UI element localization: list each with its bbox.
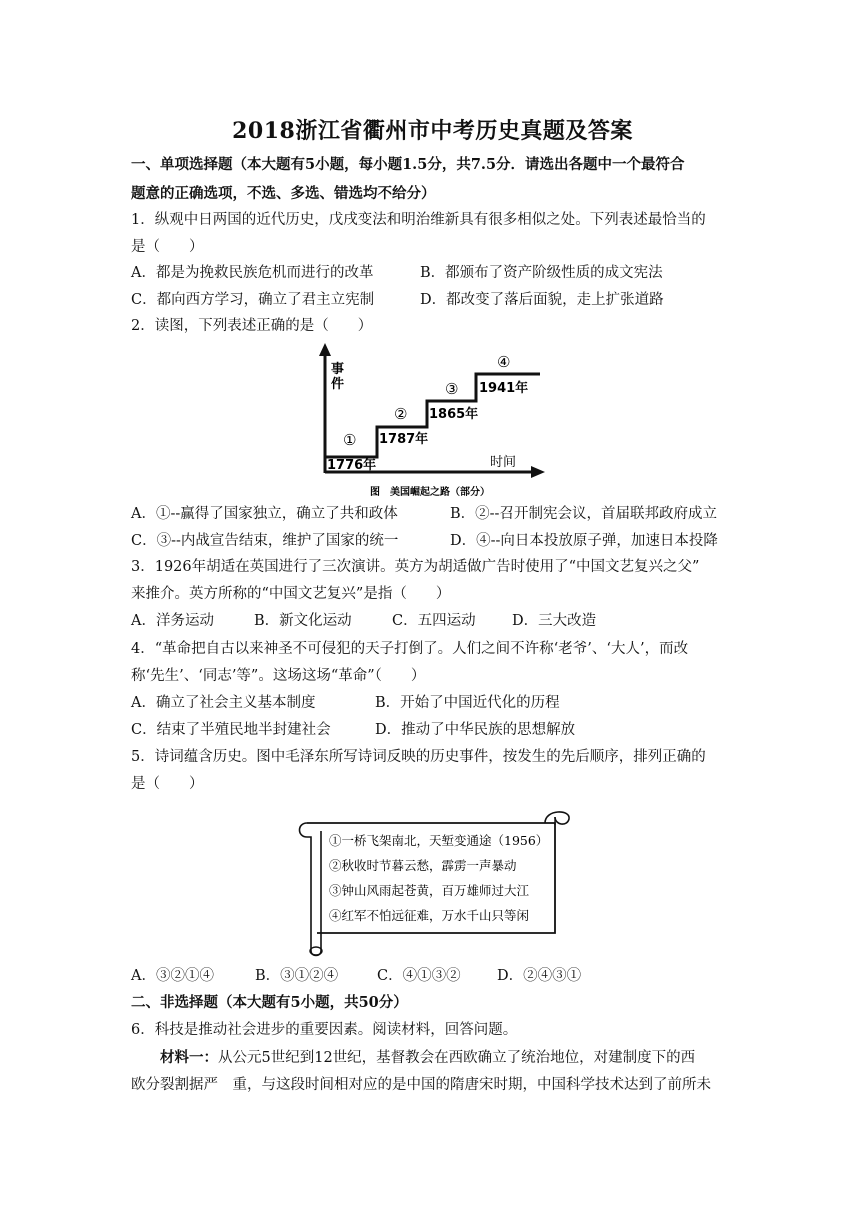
section1-heading-line1: 一、单项选择题（本大题有5小题，每小题1.5分，共7.5分．请选出各题中一个最符合 — [131, 156, 685, 173]
q4-stem-line1: 4．“革命把自古以来神圣不可侵犯的天子打倒了。人们之间不许称‘老爷’、‘大人’，而改 — [131, 641, 689, 657]
scroll-left-roller — [300, 823, 322, 956]
figure-caption: 图 美国崛起之路（部分） — [370, 487, 490, 498]
q3-option-a: A．洋务运动 — [131, 613, 214, 629]
q5-option-a: A．③②①④ — [131, 968, 214, 984]
q2-option-b: B．②--召开制宪会议，首届联邦政府成立 — [450, 506, 717, 522]
q5-stem-line2: 是（ ） — [131, 776, 204, 792]
poem-line-2: ②秋收时节暮云愁，霹雳一声暴动 — [329, 858, 517, 873]
page-title: 2018浙江省衢州市中考历史真题及答案 — [232, 118, 633, 144]
q2-option-a: A．①--赢得了国家独立，确立了共和政体 — [131, 506, 398, 522]
q6-stem: 6．科技是推动社会进步的重要因素。阅读材料，回答问题。 — [131, 1022, 518, 1038]
q2-option-c: C．③--内战宣告结束，维护了国家的统一 — [131, 533, 399, 549]
q6-material-line2: 欧分裂割据严 重，与这段时间相对应的是中国的隋唐宋时期，中国科学技术达到了前所未 — [131, 1077, 711, 1093]
q1-stem-line1: 1．纵观中日两国的近代历史，戊戌变法和明治维新具有很多相似之处。下列表述最恰当的 — [131, 212, 706, 228]
q3-option-c: C．五四运动 — [392, 613, 476, 629]
poem-line-3: ③钟山风雨起苍黄，百万雄师过大江 — [329, 883, 530, 898]
step-2-year: 1787年 — [379, 432, 429, 447]
q3-option-d: D．三大改造 — [512, 613, 597, 629]
q6-material-label: 材料一： — [160, 1049, 218, 1066]
q4-stem-line2: 称‘先生’、‘同志’等”。这场这场“革命”（ ） — [131, 668, 426, 684]
q2-option-d: D．④--向日本投放原子弹，加速日本投降 — [450, 533, 718, 549]
step-1-year: 1776年 — [327, 458, 377, 473]
q4-option-c: C．结束了半殖民地半封建社会 — [131, 722, 331, 738]
q4-option-d: D．推动了中华民族的思想解放 — [375, 722, 576, 738]
q1-stem-line2: 是（ ） — [131, 239, 204, 255]
q3-stem-line2: 来推介。英方所称的“中国文艺复兴”是指（ ） — [131, 586, 451, 602]
q1-option-c: C．都向西方学习，确立了君主立宪制 — [131, 292, 375, 308]
poem-line-1: ①一桥飞架南北，天堑变通途（1956） — [329, 833, 549, 848]
step-1-number: ① — [343, 431, 357, 449]
q1-option-a: A．都是为挽救民族危机而进行的改革 — [131, 265, 374, 281]
q3-option-b: B．新文化运动 — [254, 613, 352, 629]
step-2-number: ② — [394, 405, 408, 423]
q6-material-text-1: 从公元5世纪到12世纪，基督教会在西欧确立了统治地位，对建制度下的西 — [218, 1050, 696, 1066]
y-axis-arrow — [319, 343, 331, 356]
q6-material-line1 — [160, 1048, 695, 1068]
q3-stem-line1: 3．1926年胡适在英国进行了三次演讲。英方为胡适做广告时使用了“中国文艺复兴之父” — [131, 559, 700, 575]
step-3-year: 1865年 — [429, 407, 479, 422]
q5-option-b: B．③①②④ — [255, 968, 339, 984]
q5-stem-line1: 5．诗词蕴含历史。图中毛泽东所写诗词反映的历史事件，按发生的先后顺序，排列正确的 — [131, 749, 706, 765]
x-axis-arrow — [531, 466, 545, 478]
step-4-number: ④ — [497, 353, 511, 371]
q4-option-a: A．确立了社会主义基本制度 — [131, 695, 316, 711]
section2-heading: 二、非选择题（本大题有5小题，共50分） — [131, 994, 408, 1011]
y-axis-label-1: 事 — [331, 362, 345, 377]
step-3-number: ③ — [445, 380, 459, 398]
y-axis-label-2: 件 — [331, 377, 345, 392]
q1-option-d: D．都改变了落后面貌，走上扩张道路 — [420, 292, 664, 308]
step-4-year: 1941年 — [479, 381, 529, 396]
q1-option-b: B．都颁布了资产阶级性质的成文宪法 — [420, 265, 663, 281]
q5-option-c: C．④①③② — [377, 968, 461, 984]
q5-poem-scroll — [293, 803, 578, 958]
q4-option-b: B．开始了中国近代化的历程 — [375, 695, 560, 711]
q5-option-d: D．②④③① — [497, 968, 582, 984]
q2-stem: 2．读图，下列表述正确的是（ ） — [131, 318, 373, 334]
poem-line-4: ④红军不怕远征难，万水千山只等闲 — [329, 908, 530, 923]
x-axis-label: 时间 — [490, 455, 517, 470]
section1-heading-line2: 题意的正确选项，不选、多选、错选均不给分） — [131, 185, 436, 202]
q2-staircase-figure — [300, 338, 560, 502]
